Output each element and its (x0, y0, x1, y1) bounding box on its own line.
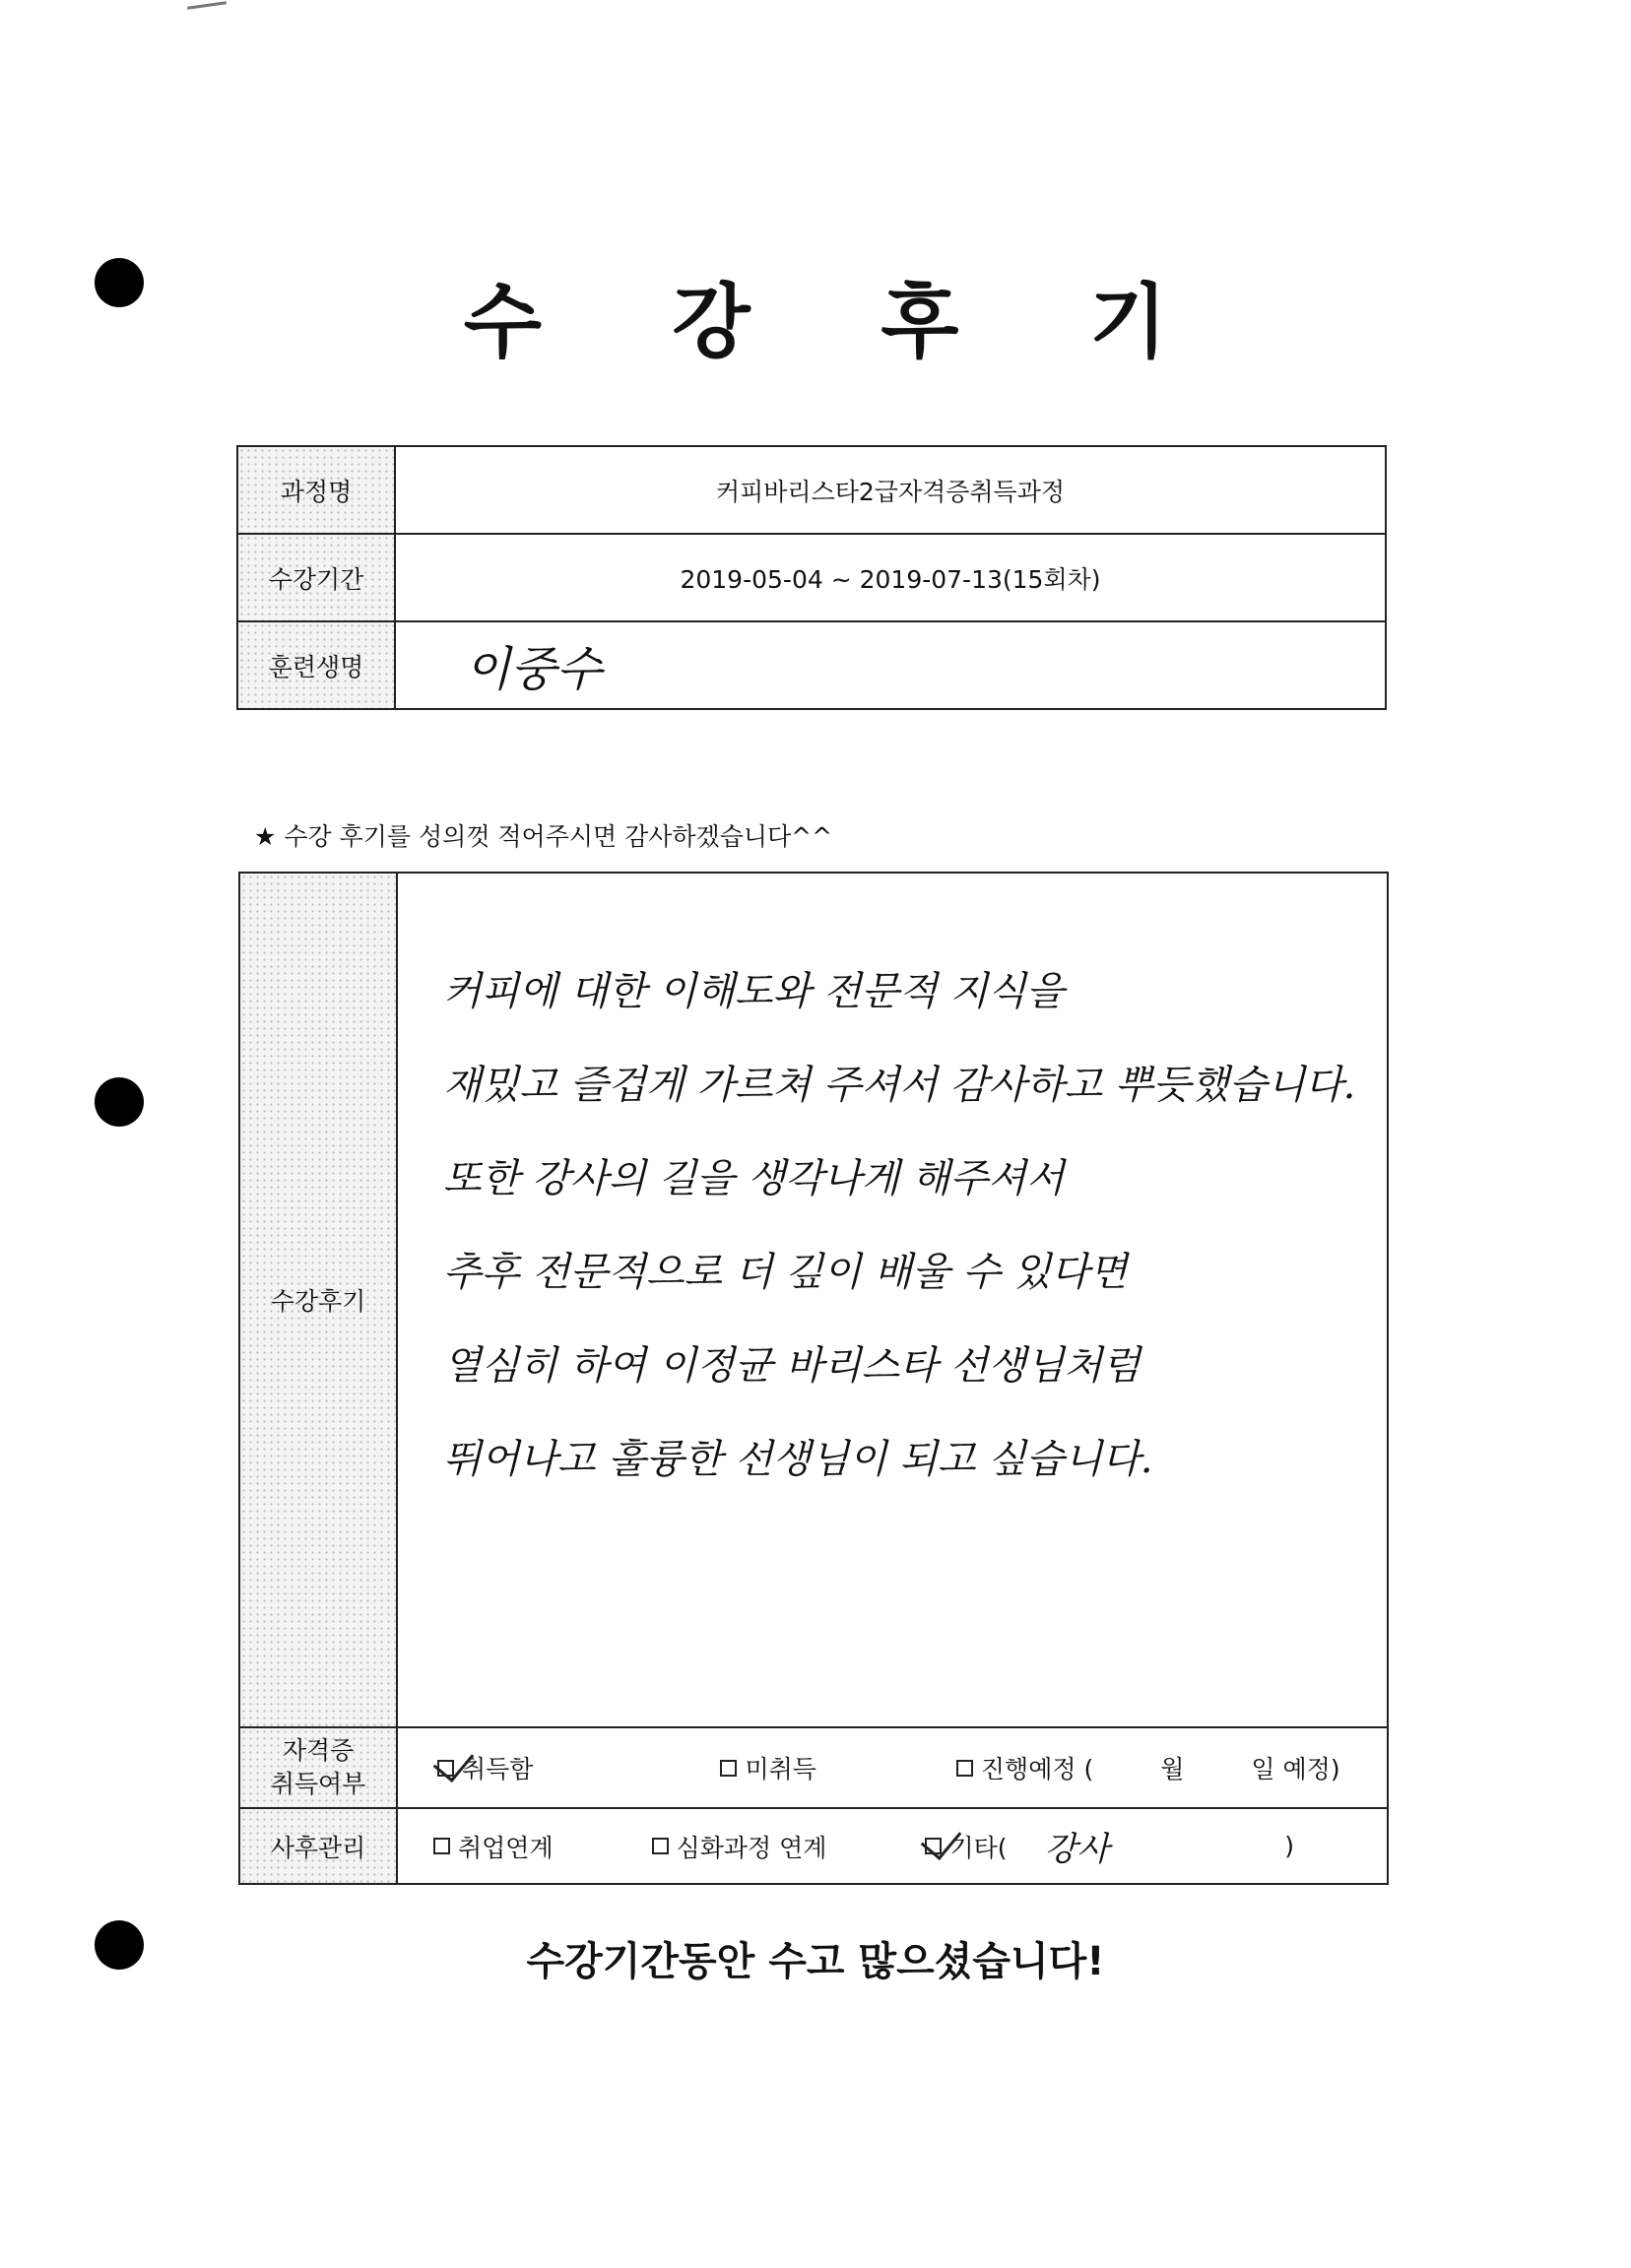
aftercare-advanced-label: 심화과정 연계 (676, 1833, 827, 1862)
trainee-name-handwritten: 이중수 (395, 621, 1386, 709)
review-handwritten-text (443, 945, 1355, 1507)
certificate-label-line2: 취득여부 (270, 1770, 366, 1798)
aftercare-other-checkbox[interactable] (925, 1838, 942, 1854)
certificate-not-acquired-checkbox[interactable] (720, 1760, 737, 1777)
certificate-acquired-checkbox[interactable] (437, 1760, 454, 1777)
aftercare-other-option[interactable] (925, 1822, 1294, 1870)
certificate-planned-prefix: 진행예정 ( (980, 1755, 1094, 1783)
course-value: 커피바리스타2급자격증취득과정 (395, 446, 1386, 534)
period-value: 2019-05-04 ~ 2019-07-13(15회차) (395, 534, 1386, 621)
aftercare-row (239, 1808, 1388, 1884)
certificate-planned-day: 일 (1251, 1755, 1275, 1783)
aftercare-advanced-checkbox[interactable] (652, 1838, 669, 1854)
trainee-row (237, 621, 1386, 709)
review-line: 커피에 대한 이해도와 전문적 지식을 (443, 969, 1065, 1014)
aftercare-employment-option[interactable] (433, 1829, 554, 1864)
certificate-acquired-option[interactable] (437, 1750, 533, 1785)
course-row (237, 446, 1386, 534)
period-label: 수강기간 (237, 534, 395, 621)
aftercare-employment-label: 취업연계 (458, 1833, 554, 1862)
review-line: 뛰어나고 훌륭한 선생님이 되고 싶습니다. (443, 1437, 1153, 1482)
review-line: 추후 전문적으로 더 깊이 배울 수 있다면 (443, 1250, 1128, 1295)
certificate-label (239, 1727, 397, 1808)
aftercare-employment-checkbox[interactable] (433, 1838, 450, 1854)
aftercare-other-value-handwritten: 강사 (1044, 1830, 1110, 1869)
certificate-label-line1: 자격증 (282, 1736, 355, 1765)
review-label: 수강후기 (239, 873, 397, 1727)
aftercare-advanced-option[interactable] (652, 1829, 827, 1864)
certificate-row (239, 1727, 1388, 1808)
instruction-note: ★ 수강 후기를 성의껏 적어주시면 감사하겠습니다^^ (254, 822, 833, 851)
document-title: 수 강 후 기 (463, 276, 1219, 369)
certificate-acquired-label: 취득함 (462, 1755, 534, 1783)
certificate-planned-checkbox[interactable] (956, 1760, 973, 1777)
info-table (236, 445, 1387, 710)
aftercare-other-suffix: ) (1284, 1832, 1294, 1860)
certificate-not-acquired-option[interactable] (720, 1750, 816, 1785)
punch-hole-middle (95, 1077, 144, 1127)
period-row (237, 534, 1386, 621)
aftercare-other-prefix: 기타( (949, 1833, 1008, 1862)
aftercare-options (397, 1808, 1388, 1884)
review-line: 또한 강사의 길을 생각나게 해주셔서 (443, 1156, 1065, 1201)
certificate-not-acquired-label: 미취득 (745, 1755, 816, 1783)
review-line: 재밌고 즐겁게 가르쳐 주셔서 감사하고 뿌듯했습니다. (443, 1063, 1356, 1108)
certificate-options (397, 1727, 1388, 1808)
trainee-label: 훈련생명 (237, 621, 395, 709)
certificate-planned-month: 월 (1160, 1755, 1185, 1783)
closing-message: 수강기간동안 수고 많으셨습니다! (526, 1939, 1105, 1984)
review-line: 열심히 하여 이정균 바리스타 선생님처럼 (443, 1343, 1141, 1389)
certificate-planned-option[interactable] (956, 1750, 1340, 1785)
aftercare-label: 사후관리 (239, 1808, 397, 1884)
certificate-planned-suffix: 예정) (1282, 1755, 1340, 1783)
scan-artifact (187, 1, 227, 10)
course-label: 과정명 (237, 446, 395, 534)
